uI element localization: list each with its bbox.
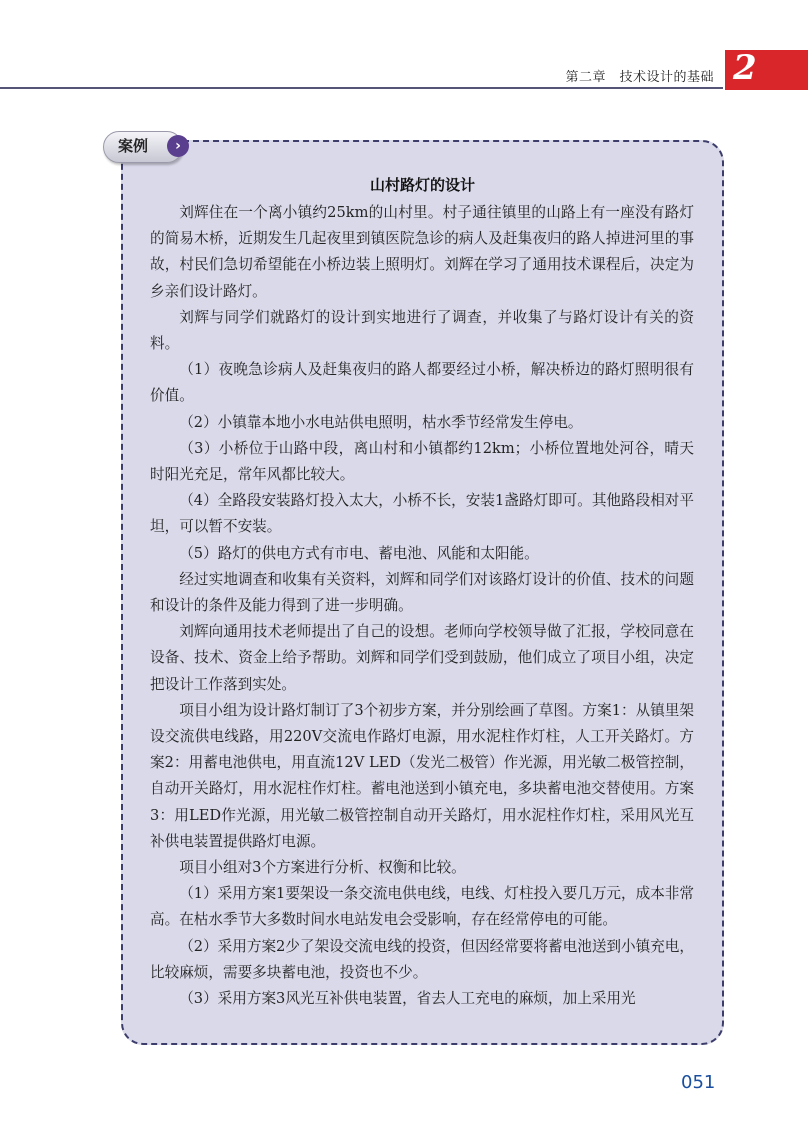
case-tab xyxy=(103,129,189,165)
paragraph: 经过实地调查和收集有关资料，刘辉和同学们对该路灯设计的价值、技术的问题和设计的条件及能力得到了进一步明确。 xyxy=(150,570,694,615)
paragraph: （2）采用方案2少了架设交流电线的投资，但因经常要将蓄电池送到小镇充电，比较麻烦，需要多块蓄电池，投资也不少。 xyxy=(150,937,694,981)
paragraph: （1）夜晚急诊病人及赶集夜归的路人都要经过小桥，解决桥边的路灯照明很有价值。 xyxy=(150,361,694,405)
paragraph: 项目小组对3个方案进行分析、权衡和比较。 xyxy=(179,859,466,877)
header-rule xyxy=(0,87,723,89)
paragraph: 刘辉与同学们就路灯的设计到实地进行了调查，并收集了与路灯设计有关的资料。 xyxy=(150,308,694,353)
page-header xyxy=(0,0,808,90)
chapter-number: 2 xyxy=(733,48,757,88)
paragraph: 项目小组为设计路灯制订了3个初步方案，并分别绘画了草图。方案1：从镇里架设交流供电线路，用220V交流电作路灯电源，用水泥柱作灯柱，人工开关路灯。方案2：用蓄电池供电，用直流12V LED（发光二极管）作光源，用光敏二极管控制，自动开关路灯，用水泥柱作灯柱。蓄电池送到小镇充电，多块蓄电池交替使用。方案3：用LED作光源，用光敏二极管控制自动开关路灯，用水泥柱作灯柱，采用风光互补供电装置提供路灯电源。 xyxy=(150,701,694,850)
chevron-right-icon: › xyxy=(167,135,189,157)
case-tab-label: 案例 xyxy=(118,137,149,155)
case-content xyxy=(150,200,694,1012)
paragraph: （1）采用方案1要架设一条交流电供电线，电线、灯柱投入要几万元，成本非常高。在枯水季节大多数时间水电站发电会受影响，存在经常停电的可能。 xyxy=(150,885,694,929)
paragraph: （4）全路段安装路灯投入太大，小桥不长，安装1盏路灯即可。其他路段相对平坦，可以暂不安装。 xyxy=(150,492,694,536)
page-number: 051 xyxy=(681,1072,716,1093)
paragraph: （2）小镇靠本地小水电站供电照明，枯水季节经常发生停电。 xyxy=(179,413,583,431)
paragraph: （3）采用方案3风光互补供电装置，省去人工充电的麻烦，加上采用光 xyxy=(179,990,636,1008)
paragraph: 刘辉住在一个离小镇约25km的山村里。村子通往镇里的山路上有一座没有路灯的简易木桥，近期发生几起夜里到镇医院急诊的病人及赶集夜归的路人掉进河里的事故，村民们急切希望能在小桥边装上照明灯。刘辉在学习了通用技术课程后，决定为乡亲们设计路灯。 xyxy=(150,204,694,300)
case-title: 山村路灯的设计 xyxy=(369,176,475,194)
paragraph: （3）小桥位于山路中段，离山村和小镇都约12km；小桥位置地处河谷，晴天时阳光充足，常年风都比较大。 xyxy=(150,439,694,484)
paragraph: 刘辉向通用技术老师提出了自己的设想。老师向学校领导做了汇报，学校同意在设备、技术、资金上给予帮助。刘辉和同学们受到鼓励，他们成立了项目小组，决定把设计工作落到实处。 xyxy=(150,623,694,693)
paragraph: （5）路灯的供电方式有市电、蓄电池、风能和太阳能。 xyxy=(179,544,539,562)
chapter-title: 第二章 技术设计的基础 xyxy=(565,70,714,85)
